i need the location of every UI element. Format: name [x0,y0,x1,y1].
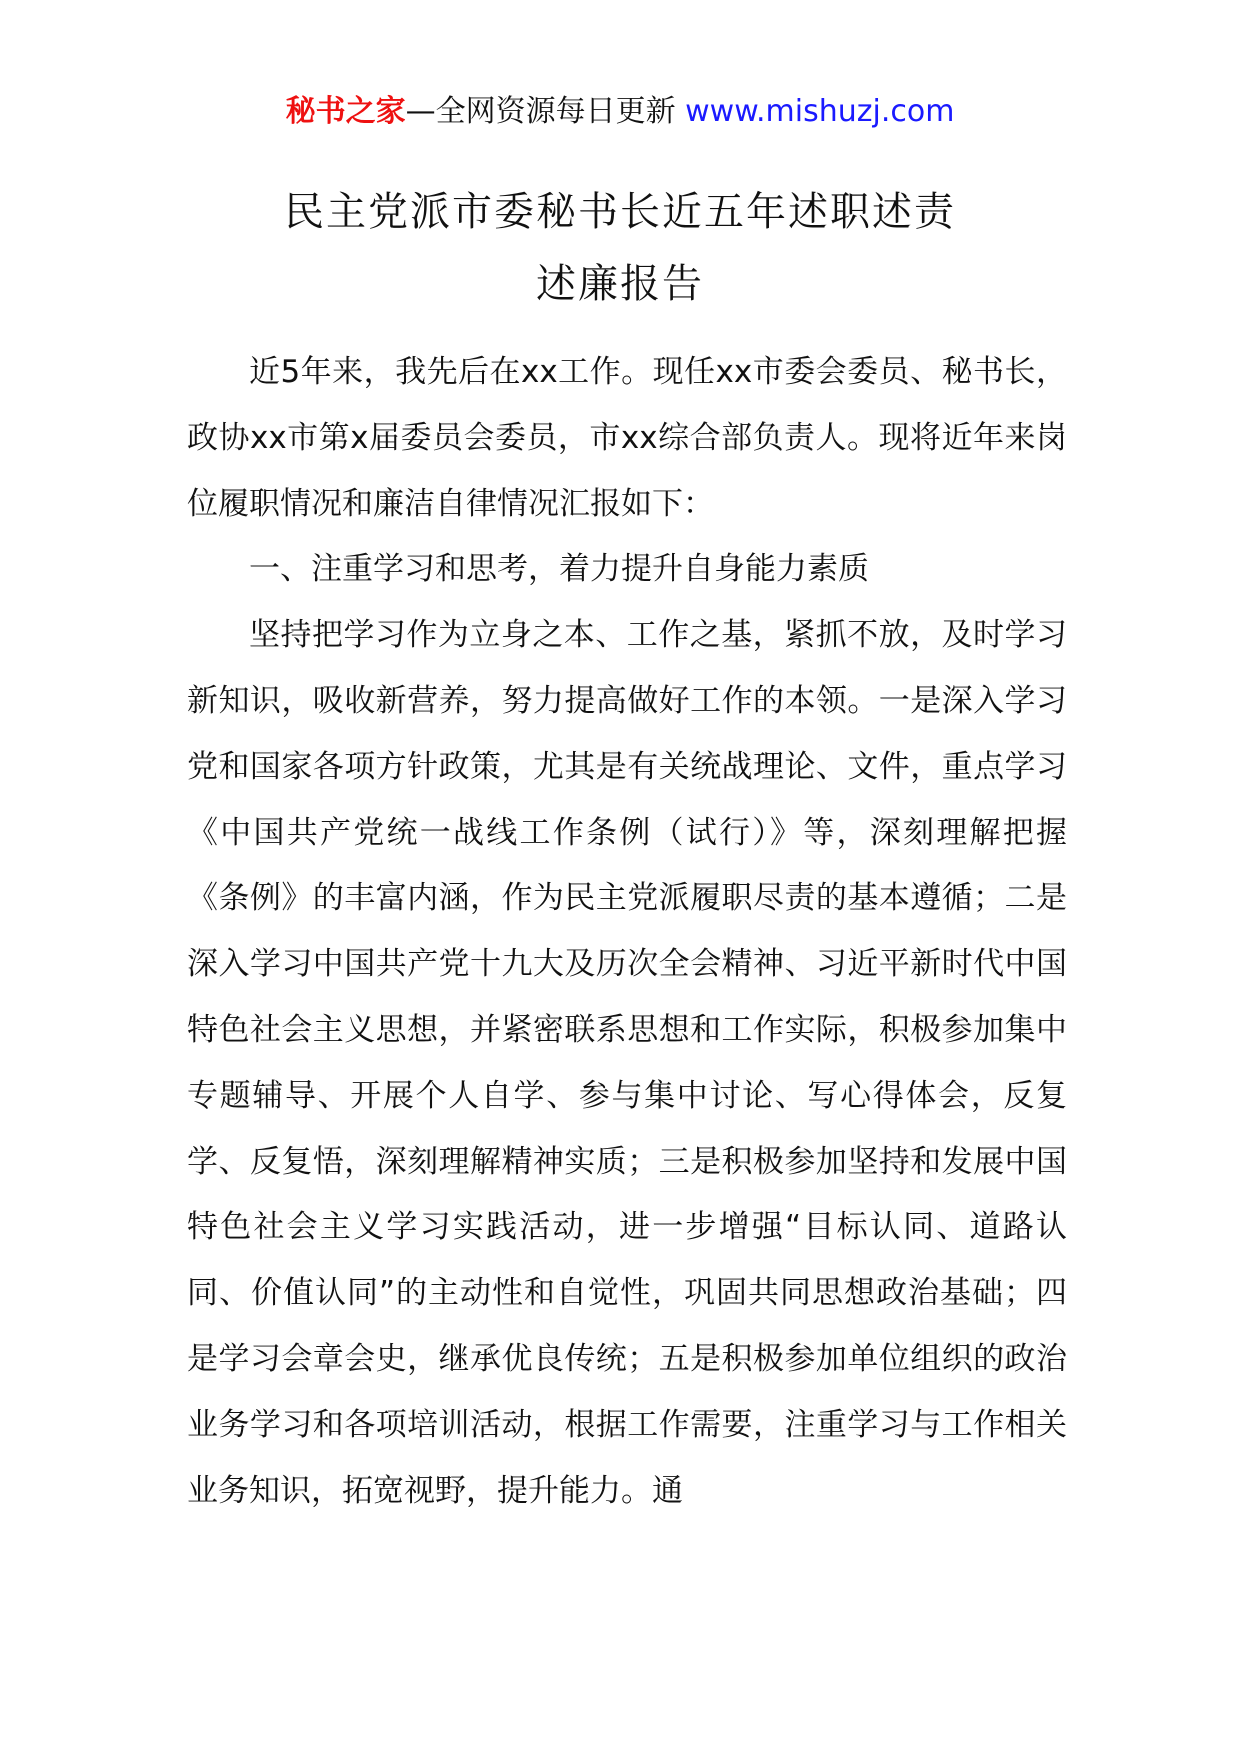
document-body [187,340,1067,1524]
title-line-2: 述廉报告 [536,261,704,307]
paragraph-intro: 近5年来，我先后在xx工作。现任xx市委会委员、秘书长，政协xx市第x届委员会委员，市xx综合部负责人。现将近年来岗位履职情况和廉洁自律情况汇报如下： [187,354,1067,522]
site-header [0,92,1240,132]
title-line-1: 民主党派市委秘书长近五年述职述责 [284,189,956,235]
section-heading-1: 一、注重学习和思考，着力提升自身能力素质 [249,551,869,588]
site-url-link[interactable]: www.mishuzj.com [685,94,955,129]
paragraph-study: 坚持把学习作为立身之本、工作之基，紧抓不放，及时学习新知识，吸收新营养，努力提高做好工作的本领。一是深入学习党和国家各项方针政策，尤其是有关统战理论、文件，重点学习《中国共产党统一战线工作条例（试行）》等，深刻理解把握《条例》的丰富内涵，作为民主党派履职尽责的基本遵循；二是深入学习中国共产党十九大及历次全会精神、习近平新时代中国特色社会主义思想，并紧密联系思想和工作实际，积极参加集中专题辅导、开展个人自学、参与集中讨论、写心得体会，反复学、反复悟，深刻理解精神实质；三是积极参加坚持和发展中国特色社会主义学习实践活动，进一步增强“目标认同、道路认同、价值认同”的主动性和自觉性，巩固共同思想政治基础；四是学习会章会史，继承优良传统；五是积极参加单位组织的政治业务学习和各项培训活动，根据工作需要，注重学习与工作相关业务知识，拓宽视野，提升能力。通 [187,617,1067,1509]
document-title [0,176,1240,320]
site-brand: 秘书之家 [285,94,406,129]
site-slogan: —全网资源每日更新 [405,94,676,129]
